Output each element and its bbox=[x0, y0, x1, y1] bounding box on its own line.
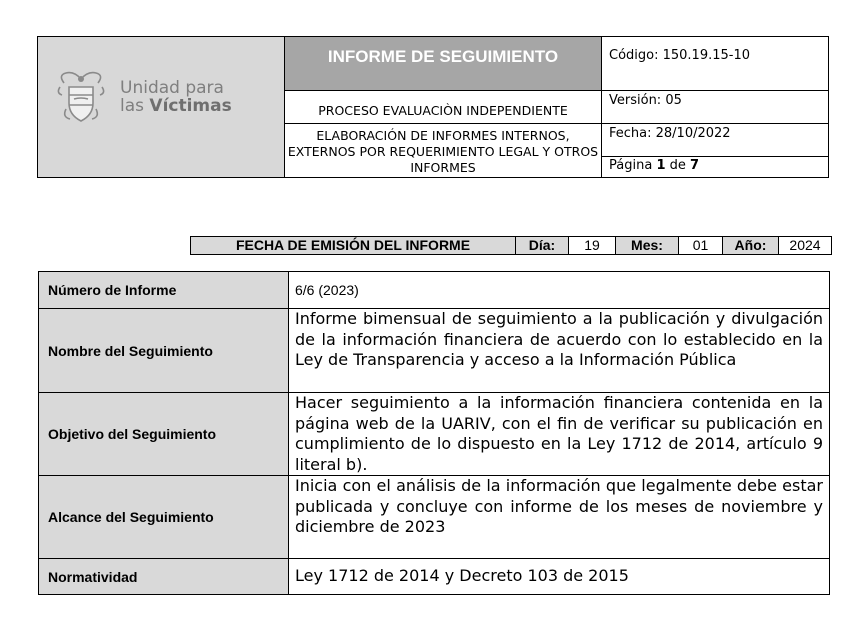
month-value: 01 bbox=[679, 237, 723, 254]
tracking-scope-label: Alcance del Seguimiento bbox=[39, 476, 289, 558]
document-date: Fecha: 28/10/2022 bbox=[602, 124, 829, 157]
tracking-objective-label: Objetivo del Seguimiento bbox=[39, 393, 289, 475]
document-header bbox=[37, 36, 829, 178]
regulations-label: Normatividad bbox=[39, 559, 289, 594]
report-title: INFORME DE SEGUIMIENTO bbox=[285, 37, 602, 91]
process-name: PROCESO EVALUACIÒN INDEPENDIENTE bbox=[285, 91, 602, 124]
coat-of-arms-icon bbox=[56, 69, 106, 125]
year-value: 2024 bbox=[779, 237, 831, 254]
regulations-value: Ley 1712 de 2014 y Decreto 103 de 2015 bbox=[295, 566, 629, 586]
logo-line-1: Unidad para bbox=[120, 78, 224, 98]
logo-area bbox=[38, 37, 285, 177]
day-label: Día: bbox=[516, 237, 569, 254]
table-row bbox=[39, 393, 829, 476]
tracking-objective-value: Hacer seguimiento a la información financiera contenida en la página web de la UARIV, con el fin de verificar su publicación en cumplimiento de lo dispuesto en la Ley 1712 de 2014, artículo 9 literal b). bbox=[295, 393, 823, 474]
emission-date-strip bbox=[190, 236, 832, 255]
logo-line-2: las Víctimas bbox=[120, 96, 232, 116]
page-number: Página 1 de 7 bbox=[609, 158, 700, 173]
table-row bbox=[39, 309, 829, 393]
elaboration-text: ELABORACIÓN DE INFORMES INTERNOS, EXTERNOS POR REQUERIMIENTO LEGAL Y OTROS INFORMES bbox=[285, 124, 602, 177]
report-number-value: 6/6 (2023) bbox=[295, 281, 359, 298]
tracking-name-value: Informe bimensual de seguimiento a la publicación y divulgación de la información financiera de acuerdo con lo establecido en la Ley de Transparencia y acceso a la Información Pública bbox=[295, 309, 823, 369]
logo-wordmark bbox=[120, 79, 232, 115]
tracking-name-label: Nombre del Seguimiento bbox=[39, 309, 289, 392]
emission-label: FECHA DE EMISIÓN DEL INFORME bbox=[191, 237, 516, 254]
year-label: Año: bbox=[723, 237, 779, 254]
table-row bbox=[39, 272, 829, 309]
tracking-scope-value: Inicia con el análisis de la información que legalmente debe estar publicada y concluye con informe de los meses de noviembre y diciembre de 2023 bbox=[295, 476, 823, 536]
report-number-label: Número de Informe bbox=[39, 272, 289, 308]
month-label: Mes: bbox=[616, 237, 679, 254]
table-row bbox=[39, 476, 829, 559]
report-info-table bbox=[38, 271, 830, 595]
day-value: 19 bbox=[569, 237, 616, 254]
table-row bbox=[39, 559, 829, 594]
document-code: Código: 150.19.15-10 bbox=[602, 37, 829, 91]
document-version: Versión: 05 bbox=[602, 91, 829, 124]
